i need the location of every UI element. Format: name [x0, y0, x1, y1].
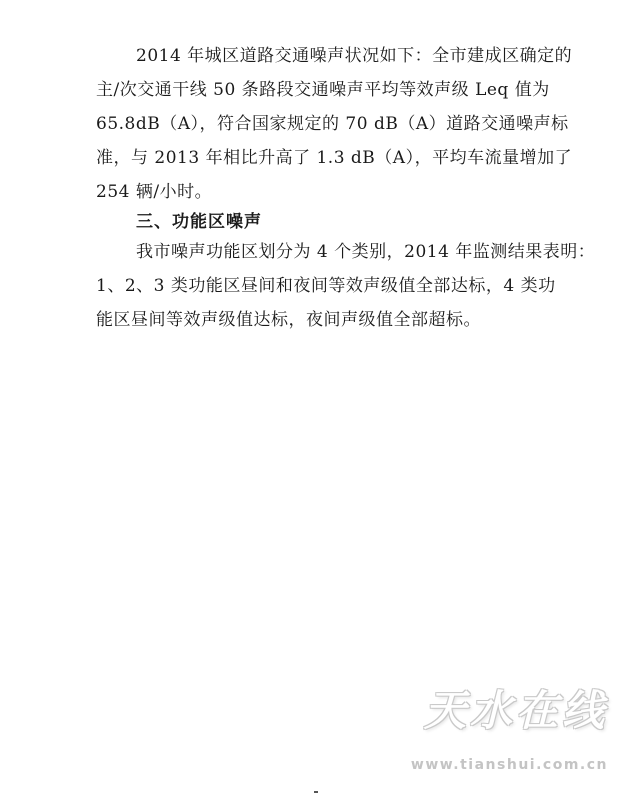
site-watermark	[410, 678, 616, 773]
paragraph-2-line-2: 1、2、3 类功能区昼间和夜间等效声级值全部达标，4 类功	[96, 276, 556, 296]
paragraph-1-line-1: 2014 年城区道路交通噪声状况如下：全市建成区确定的	[136, 46, 573, 66]
paragraph-1-line-2: 主/次交通干线 50 条路段交通噪声平均等效声级 Leq 值为	[96, 80, 550, 100]
watermark-url: www.tianshui.com.cn	[410, 757, 608, 773]
paragraph-1-line-4: 准，与 2013 年相比升高了 1.3 dB（A），平均车流量增加了	[96, 148, 573, 168]
watermark-logo-text: 天水在线	[423, 686, 608, 735]
paragraph-1-line-3: 65.8dB（A），符合国家规定的 70 dB（A）道路交通噪声标	[96, 114, 569, 134]
section-heading: 三、功能区噪声	[136, 212, 262, 232]
paragraph-1-line-5: 254 辆/小时。	[96, 182, 213, 202]
page-number-mark	[314, 791, 318, 793]
paragraph-2-line-1: 我市噪声功能区划分为 4 个类别，2014 年监测结果表明：	[136, 242, 596, 262]
paragraph-2-line-3: 能区昼间等效声级值达标，夜间声级值全部超标。	[96, 310, 481, 330]
